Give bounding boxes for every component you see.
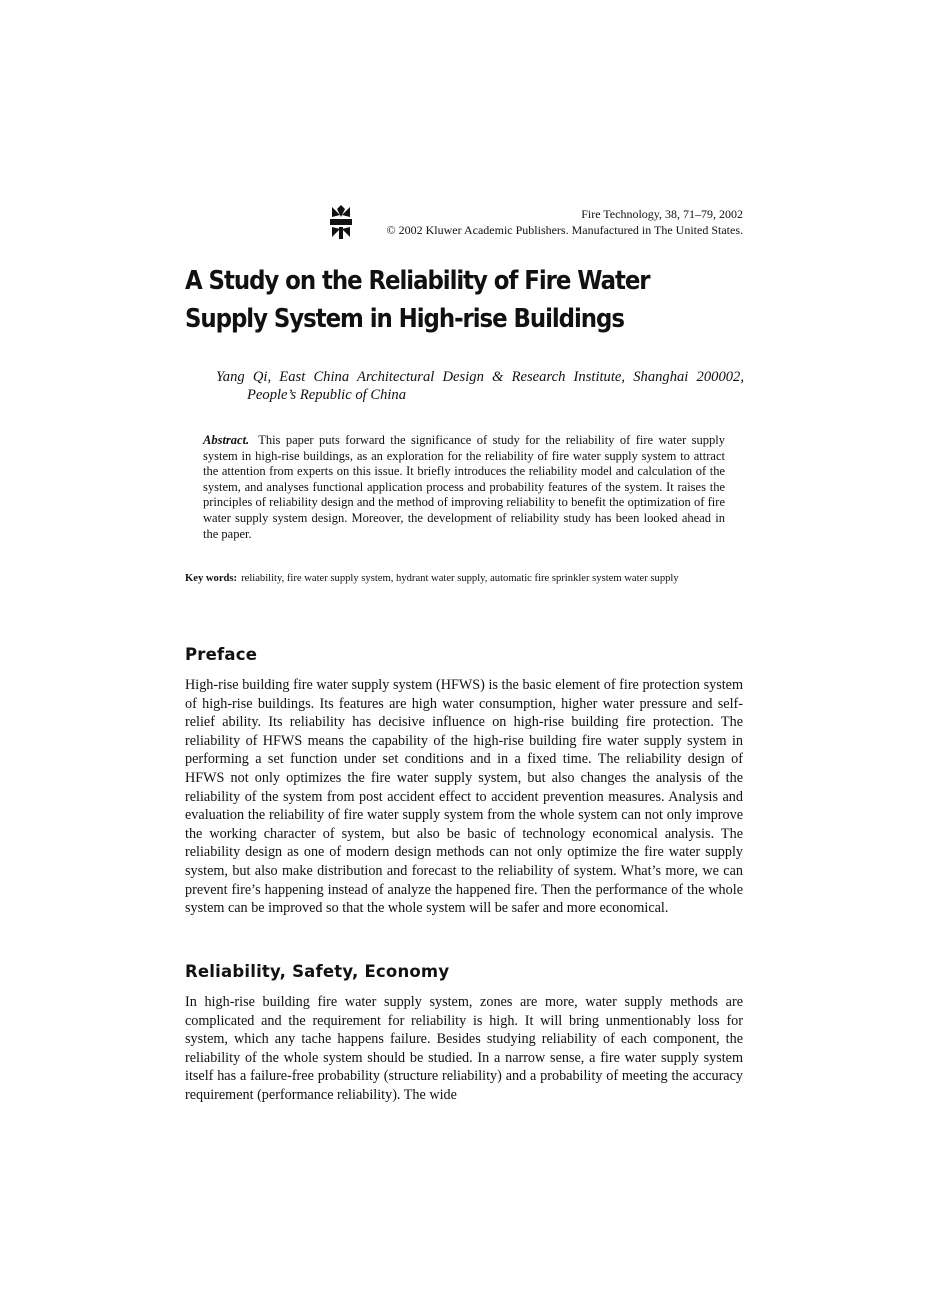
section-text-preface: High-rise building fire water supply system (HFWS) is the basic element of fire protection system of high-rise buildings. Its features are high water consumption, higher water pressure and self-relief ability. Its reliability has decisive influence on high-rise building fire protection. The reliability of HFWS means the capability of the high-rise building fire water supply system in performing a set function under set conditions and in a fixed time. The reliability design of HFWS not only optimizes the fire water supply system, but also changes the analysis of the reliability of the system from post accident effect to accident prevention measures. Analysis and evaluation the reliability of fire water supply system from the whole system can not only improve the working character of system, but also be basic of technology economical analysis. The reliability design as one of modern design methods can not only optimize the fire water supply system, but also make distribution and forecast to the reliability of system. What’s more, we can prevent fire’s happening instead of analyze the happened fire. Then the performance of the whole system can be improved so that the whole system will be safer and more economical. <box>185 677 743 917</box>
section-heading-reliability: Reliability, Safety, Economy <box>185 962 450 981</box>
title-line-2: Supply System in High-rise Buildings <box>185 304 624 334</box>
paper-title <box>185 262 678 338</box>
title-line-1: A Study on the Reliability of Fire Water <box>185 266 650 296</box>
keywords-label: Key words: <box>185 573 238 584</box>
keywords-text: reliability, fire water supply system, hydrant water supply, automatic fire sprinkler system water supply <box>241 573 679 584</box>
journal-header <box>326 203 743 239</box>
copyright-line: © 2002 Kluwer Academic Publishers. Manufactured in The United States. <box>386 223 743 237</box>
author-line-1: Yang Qi, East China Architectural Design & Research Institute, Shanghai 200002, <box>216 369 744 385</box>
abstract <box>203 433 725 542</box>
author-affiliation <box>216 368 744 404</box>
keywords <box>185 572 743 587</box>
abstract-label: Abstract. <box>203 433 250 447</box>
abstract-text: This paper puts forward the significance of study for the reliability of fire water supply system in high-rise buildings, as an exploration for the reliability of fire water supply system to attract the attention from experts on this issue. It briefly introduces the reliability model and calculation of the system, and analyses functional application process and probability features of the system. It raises the principles of reliability design and the method of improving reliability to benefit the optimization of fire water supply system design. Moreover, the development of reliability study has been looked ahead in the paper. <box>203 433 725 541</box>
author-line-2: People’s Republic of China <box>247 387 407 403</box>
section-heading-preface: Preface <box>185 645 258 664</box>
journal-line: Fire Technology, 38, 71–79, 2002 <box>581 207 743 221</box>
publisher-logo-icon <box>330 205 352 239</box>
section-text-reliability: In high-rise building fire water supply system, zones are more, water supply methods are complicated and the requirement for reliability is high. It will bring unmentionably loss for system, which any tache happens failure. Besides studying reliability of each component, the reliability of the whole system should be studied. In a narrow sense, a fire water supply system itself has a failure-free probability (structure reliability) and a probability of meeting the accuracy requirement (performance reliability). The wide <box>185 994 743 1103</box>
header-citation <box>387 206 743 238</box>
